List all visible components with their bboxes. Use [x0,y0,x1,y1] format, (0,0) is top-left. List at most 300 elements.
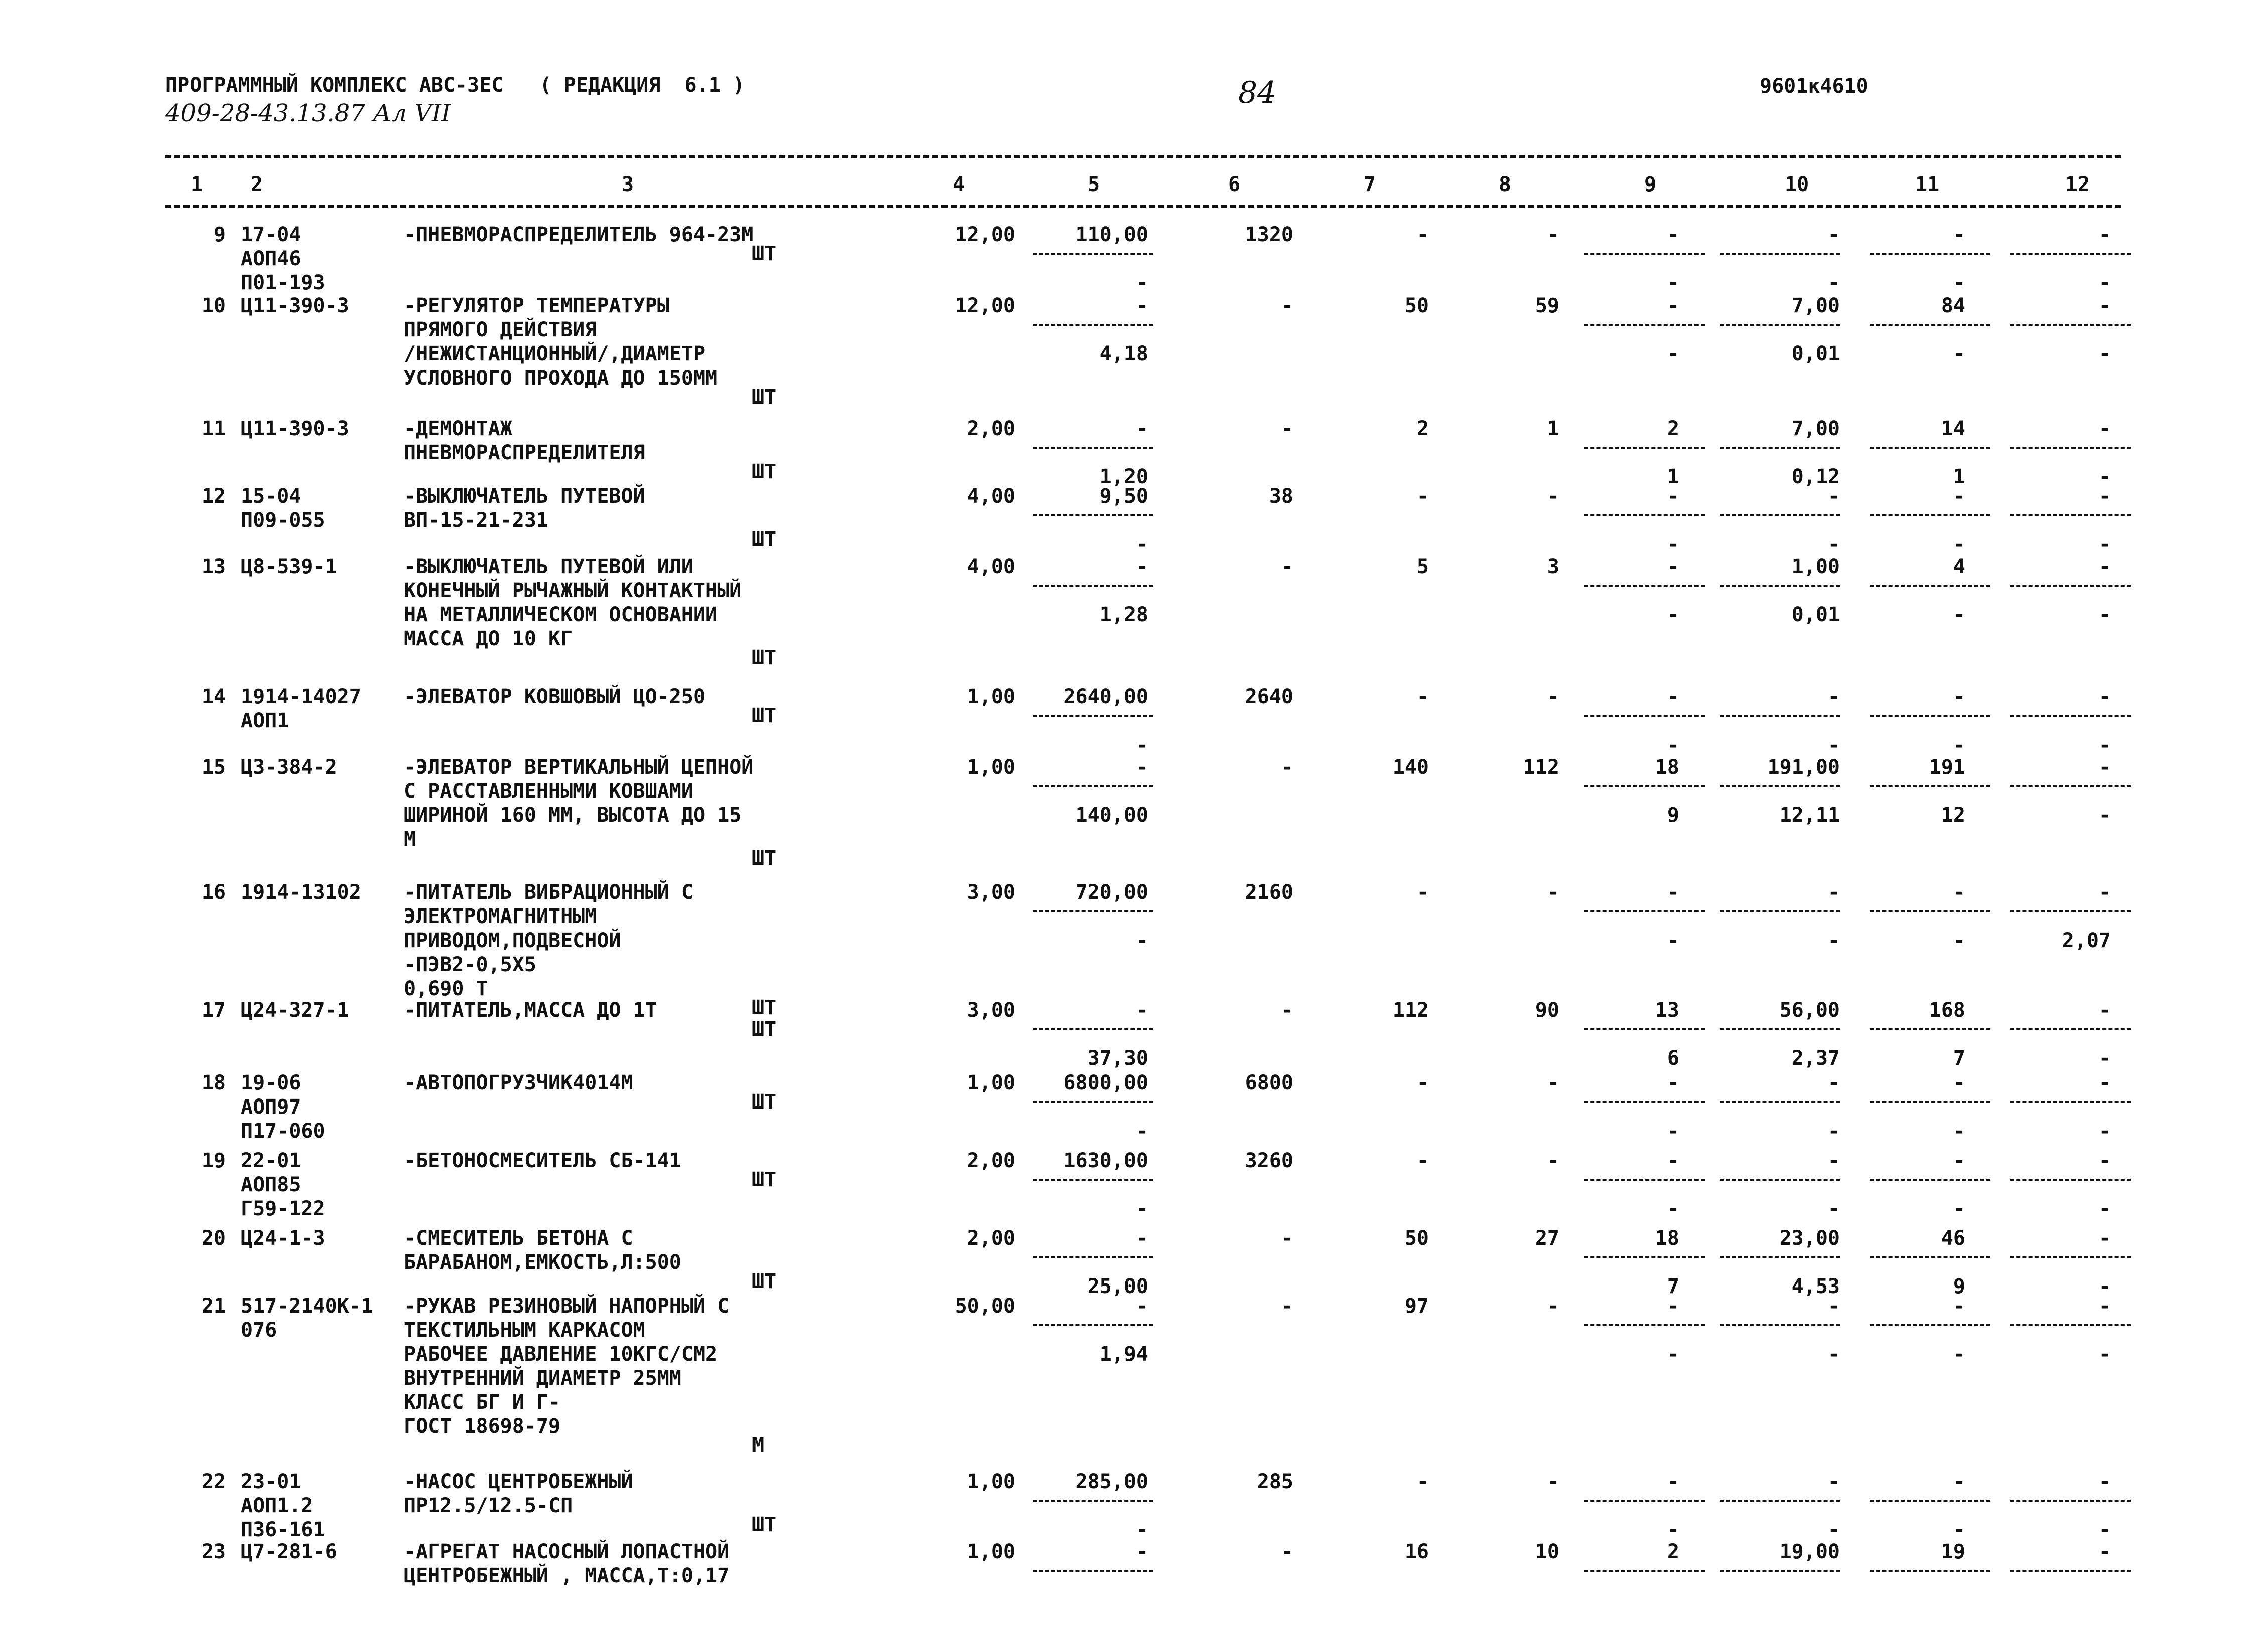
col11-bottom: 12 [1941,804,1965,827]
col-divider [1584,1324,1705,1326]
row-number: 18 [201,1071,226,1094]
col-divider [1720,1179,1840,1181]
col-divider [2010,785,2131,787]
col6: - [1281,555,1293,578]
position-code-2: АОП85 [241,1173,301,1196]
col5-bottom: - [1136,1120,1148,1143]
col10-top: - [1827,1470,1840,1493]
col11-top: - [1953,881,1965,904]
row-number: 10 [201,294,226,317]
col11-bottom: - [1953,342,1965,365]
col-divider [1584,447,1705,449]
col12-top: - [2098,685,2111,708]
position-code-2: АОП97 [241,1095,301,1119]
quantity: 4,00 [967,485,1015,508]
position-code: Ц11-390-3 [241,417,349,440]
col11-top: 84 [1941,294,1965,317]
col6: 2160 [1245,881,1293,904]
col-divider [1584,324,1705,326]
item-description: -ПИТАТЕЛЬ ВИБРАЦИОННЫЙ С [404,881,693,904]
col7: - [1416,881,1429,904]
col5-bottom: 140,00 [1075,804,1148,827]
col12-bottom: - [2098,804,2111,827]
row-number: 20 [201,1227,226,1250]
header-rule-bottom [165,205,2121,208]
col5-divider [1033,1256,1153,1258]
col11-top: - [1953,1071,1965,1094]
col11-top: 14 [1941,417,1965,440]
col12-top: - [2098,1227,2111,1250]
position-code: 19-06 [241,1071,301,1094]
col11-bottom: - [1953,603,1965,626]
col10-top: - [1827,1071,1840,1094]
column-header: 11 [1915,173,1940,196]
column-header: 5 [1088,173,1100,196]
col11-bottom: - [1953,271,1965,294]
column-header: 6 [1228,173,1241,196]
col8: - [1547,1071,1559,1094]
item-description: -ЭЛЕВАТОР ВЕРТИКАЛЬНЫЙ ЦЕПНОЙ [404,756,754,779]
row-number: 23 [201,1540,226,1563]
col7: - [1416,1149,1429,1172]
unit-of-measure: ШТ [752,847,777,870]
col-divider [1584,1028,1705,1030]
col8: - [1547,1295,1559,1318]
col9-top: - [1667,1470,1679,1493]
col10-top: - [1827,485,1840,508]
col-divider [1720,1500,1840,1502]
col7: 97 [1404,1295,1429,1318]
col9-top: 18 [1655,1227,1679,1250]
col-divider [1870,1570,1990,1572]
col11-bottom: 1 [1953,465,1965,488]
column-header: 2 [251,173,263,196]
col5-bottom: - [1136,533,1148,556]
col-divider [1870,585,1990,587]
col5-top: - [1136,417,1148,440]
column-header: 12 [2065,173,2090,196]
item-description: МАССА ДО 10 КГ [404,627,573,650]
col5-top: 6800,00 [1063,1071,1148,1094]
col11-top: 19 [1941,1540,1965,1563]
col-divider [1870,1500,1990,1502]
col5-divider [1033,447,1153,449]
col9-top: - [1667,294,1679,317]
quantity: 12,00 [955,223,1015,246]
col9-bottom: 7 [1667,1275,1679,1298]
col5-top: 110,00 [1075,223,1148,246]
unit-of-measure: ШТ [752,1018,777,1041]
col12-bottom: - [2098,342,2111,365]
col8: 3 [1547,555,1559,578]
column-header: 1 [191,173,203,196]
col10-top: 1,00 [1791,555,1840,578]
col10-top: 56,00 [1779,999,1840,1022]
col12-top: - [2098,1071,2111,1094]
col11-bottom: - [1953,929,1965,952]
col12-bottom: - [2098,271,2111,294]
col5-divider [1033,785,1153,787]
col6: - [1281,1540,1293,1563]
position-code: Ц7-281-6 [241,1540,337,1563]
column-header: 3 [622,173,634,196]
col-divider [2010,253,2131,255]
col-divider [1720,1324,1840,1326]
col5-top: 720,00 [1075,881,1148,904]
col-divider [1870,1101,1990,1103]
col6: - [1281,999,1293,1022]
item-description: ПРИВОДОМ,ПОДВЕСНОЙ [404,929,621,952]
col-divider [2010,447,2131,449]
item-description: ТЕКСТИЛЬНЫМ КАРКАСОМ [404,1319,645,1342]
col12-bottom: - [2098,465,2111,488]
col11-top: - [1953,1470,1965,1493]
item-description: -ЭЛЕВАТОР КОВШОВЫЙ ЦО-250 [404,685,706,708]
col5-top: - [1136,1295,1148,1318]
item-description: ПНЕВМОРАСПРЕДЕЛИТЕЛЯ [404,441,645,464]
col-divider [1870,324,1990,326]
col9-bottom: 1 [1667,465,1679,488]
col5-divider [1033,1028,1153,1030]
position-code-2: П09-055 [241,509,325,532]
position-code-3: Г59-122 [241,1197,325,1220]
col11-top: - [1953,223,1965,246]
item-description: -БЕТОНОСМЕСИТЕЛЬ СБ-141 [404,1149,681,1172]
col6: - [1281,417,1293,440]
col6: 38 [1269,485,1293,508]
col9-top: - [1667,1295,1679,1318]
position-code: 17-04 [241,223,301,246]
position-code: 1914-14027 [241,685,361,708]
col5-top: - [1136,1540,1148,1563]
position-code: Ц3-384-2 [241,756,337,779]
col12-top: - [2098,999,2111,1022]
col-divider [1720,324,1840,326]
item-description: М [404,828,416,851]
col9-bottom: - [1667,733,1679,757]
col8: 112 [1523,756,1559,779]
unit-of-measure: ШТ [752,996,777,1019]
item-description: ЭЛЕКТРОМАГНИТНЫМ [404,905,597,928]
col-divider [1584,910,1705,912]
position-code-2: АОП1.2 [241,1494,313,1517]
position-code-2: АОП46 [241,247,301,270]
col5-top: - [1136,1227,1148,1250]
col10-top: 7,00 [1791,294,1840,317]
quantity: 2,00 [967,417,1015,440]
col11-top: - [1953,1149,1965,1172]
col5-divider [1033,585,1153,587]
column-header: 9 [1644,173,1657,196]
col-divider [1584,785,1705,787]
col-divider [2010,1179,2131,1181]
col12-top: - [2098,485,2111,508]
position-code: 1914-13102 [241,881,361,904]
col9-top: - [1667,881,1679,904]
col10-bottom: - [1827,1120,1840,1143]
col7: 50 [1404,294,1429,317]
col12-top: - [2098,1470,2111,1493]
col10-top: 7,00 [1791,417,1840,440]
col-divider [1584,1256,1705,1258]
row-number: 12 [201,485,226,508]
col9-bottom: - [1667,1518,1679,1541]
col-divider [1870,715,1990,717]
col5-top: 1630,00 [1063,1149,1148,1172]
item-description: -ВЫКЛЮЧАТЕЛЬ ПУТЕВОЙ [404,485,645,508]
col5-divider [1033,324,1153,326]
col12-bottom: - [2098,1047,2111,1070]
col-divider [2010,514,2131,516]
col9-top: 18 [1655,756,1679,779]
col11-bottom: - [1953,533,1965,556]
col10-bottom: 0,01 [1791,342,1840,365]
col-divider [2010,324,2131,326]
col10-top: - [1827,1295,1840,1318]
col5-top: - [1136,555,1148,578]
col6: 1320 [1245,223,1293,246]
column-header: 10 [1785,173,1809,196]
quantity: 1,00 [967,756,1015,779]
col10-bottom: - [1827,1197,1840,1220]
row-number: 21 [201,1295,226,1318]
col10-bottom: 4,53 [1791,1275,1840,1298]
item-description: -НАСОС ЦЕНТРОБЕЖНЫЙ [404,1470,633,1493]
col7: - [1416,223,1429,246]
col12-top: - [2098,1540,2111,1563]
row-number: 15 [201,756,226,779]
col12-bottom: - [2098,1343,2111,1366]
col10-bottom: 0,01 [1791,603,1840,626]
quantity: 2,00 [967,1149,1015,1172]
col5-divider [1033,1500,1153,1502]
col11-bottom: 7 [1953,1047,1965,1070]
col6: - [1281,756,1293,779]
col-divider [2010,1028,2131,1030]
col10-bottom: 2,37 [1791,1047,1840,1070]
col9-bottom: 9 [1667,804,1679,827]
col8: 10 [1535,1540,1559,1563]
unit-of-measure: ШТ [752,1090,777,1114]
item-description: УСЛОВНОГО ПРОХОДА ДО 150ММ [404,366,718,390]
col11-bottom: - [1953,1343,1965,1366]
row-number: 11 [201,417,226,440]
col5-divider [1033,1101,1153,1103]
col6: - [1281,1227,1293,1250]
position-code: Ц24-327-1 [241,999,349,1022]
col10-bottom: - [1827,929,1840,952]
col11-bottom: - [1953,733,1965,757]
col7: - [1416,1470,1429,1493]
col9-top: 2 [1667,417,1679,440]
position-code-3: П36-161 [241,1518,325,1541]
col11-top: 191 [1929,756,1965,779]
col-divider [1720,447,1840,449]
quantity: 2,00 [967,1227,1015,1250]
position-code-2: АОП1 [241,709,289,732]
col-divider [1720,1256,1840,1258]
col10-top: - [1827,223,1840,246]
col-divider [1584,1179,1705,1181]
col12-top: - [2098,555,2111,578]
col11-bottom: - [1953,1120,1965,1143]
col12-bottom: - [2098,1518,2111,1541]
header-rule-top [165,155,2121,158]
col5-top: - [1136,999,1148,1022]
col-divider [1870,514,1990,516]
col-divider [1584,253,1705,255]
column-header: 7 [1364,173,1376,196]
col-divider [2010,910,2131,912]
col-divider [1720,1570,1840,1572]
col5-divider [1033,1570,1153,1572]
col5-top: - [1136,756,1148,779]
item-description: -ДЕМОНТАЖ [404,417,512,440]
col11-top: - [1953,685,1965,708]
item-description: -ВЫКЛЮЧАТЕЛЬ ПУТЕВОЙ ИЛИ [404,555,693,578]
col9-bottom: - [1667,1343,1679,1366]
unit-of-measure: ШТ [752,704,777,727]
col-divider [1720,585,1840,587]
col10-top: 191,00 [1767,756,1840,779]
quantity: 1,00 [967,1071,1015,1094]
column-header: 8 [1499,173,1512,196]
row-number: 22 [201,1470,226,1493]
item-description: КЛАСС БГ И Г- [404,1391,561,1414]
position-code: Ц11-390-3 [241,294,349,317]
col-divider [1870,447,1990,449]
unit-of-measure: М [752,1434,765,1457]
col10-bottom: - [1827,733,1840,757]
col5-top: 2640,00 [1063,685,1148,708]
col9-top: 13 [1655,999,1679,1022]
col-divider [1720,785,1840,787]
handwritten-reference: 409-28-43.13.87 Ал VII [165,99,451,127]
col5-divider [1033,1179,1153,1181]
document-code: 9601к4610 [1760,75,1868,98]
col9-bottom: 6 [1667,1047,1679,1070]
item-description: ВНУТРЕННИЙ ДИАМЕТР 25ММ [404,1367,681,1390]
col5-top: - [1136,294,1148,317]
item-description: -РУКАВ РЕЗИНОВЫЙ НАПОРНЫЙ С [404,1295,730,1318]
col5-bottom: - [1136,929,1148,952]
col-divider [1720,1028,1840,1030]
unit-of-measure: ШТ [752,1168,777,1191]
col8: 27 [1535,1227,1559,1250]
item-description: -ПЭВ2-0,5Х5 [404,953,536,976]
col9-bottom: - [1667,929,1679,952]
col7: 2 [1416,417,1429,440]
col6: 285 [1257,1470,1293,1493]
col12-bottom: - [2098,1275,2111,1298]
quantity: 50,00 [955,1295,1015,1318]
item-description: КОНЕЧНЫЙ РЫЧАЖНЫЙ КОНТАКТНЫЙ [404,579,742,602]
col6: - [1281,294,1293,317]
quantity: 1,00 [967,1470,1015,1493]
col12-bottom: 2,07 [2062,929,2111,952]
col5-divider [1033,514,1153,516]
col5-bottom: 25,00 [1087,1275,1148,1298]
item-description: -ПНЕВМОРАСПРЕДЕЛИТЕЛЬ 964-23М [404,223,754,246]
col-divider [1720,715,1840,717]
col7: 50 [1404,1227,1429,1250]
col8: - [1547,1149,1559,1172]
col12-top: - [2098,881,2111,904]
col5-bottom: - [1136,271,1148,294]
unit-of-measure: ШТ [752,1270,777,1293]
position-code: 517-2140К-1 [241,1295,373,1318]
quantity: 3,00 [967,881,1015,904]
col-divider [2010,1324,2131,1326]
col11-top: 46 [1941,1227,1965,1250]
col12-top: - [2098,756,2111,779]
col9-bottom: - [1667,342,1679,365]
col-divider [1720,910,1840,912]
col8: - [1547,223,1559,246]
row-number: 14 [201,685,226,708]
col12-bottom: - [2098,1120,2111,1143]
col6: 2640 [1245,685,1293,708]
unit-of-measure: ШТ [752,646,777,669]
col10-top: - [1827,1149,1840,1172]
position-code-3: П01-193 [241,271,325,294]
item-description: -АВТОПОГРУЗЧИК4014М [404,1071,633,1094]
col9-bottom: - [1667,533,1679,556]
item-description: ПР12.5/12.5-СП [404,1494,573,1517]
col9-bottom: - [1667,1120,1679,1143]
col12-top: - [2098,223,2111,246]
col5-bottom: 37,30 [1087,1047,1148,1070]
col5-top: 285,00 [1075,1470,1148,1493]
item-description: -ПИТАТЕЛЬ,МАССА ДО 1Т [404,999,657,1022]
col-divider [1870,1028,1990,1030]
col-divider [2010,1570,2131,1572]
col7: 112 [1392,999,1429,1022]
col-divider [2010,715,2131,717]
row-number: 19 [201,1149,226,1172]
col11-top: 4 [1953,555,1965,578]
col-divider [1870,910,1990,912]
col5-bottom: 1,28 [1099,603,1148,626]
page-number: 84 [1238,75,1277,110]
col12-bottom: - [2098,603,2111,626]
col7: 16 [1404,1540,1429,1563]
item-description: -СМЕСИТЕЛЬ БЕТОНА С [404,1227,633,1250]
col11-bottom: 9 [1953,1275,1965,1298]
col-divider [1870,253,1990,255]
col5-bottom: - [1136,1518,1148,1541]
col7: 140 [1392,756,1429,779]
col9-top: - [1667,1149,1679,1172]
unit-of-measure: ШТ [752,386,777,409]
item-description: -АГРЕГАТ НАСОСНЫЙ ЛОПАСТНОЙ [404,1540,730,1563]
col10-bottom: 0,12 [1791,465,1840,488]
col12-bottom: - [2098,533,2111,556]
col-divider [2010,1500,2131,1502]
item-description: /НЕЖИСТАНЦИОННЫЙ/,ДИАМЕТР [404,342,706,365]
col8: 59 [1535,294,1559,317]
col-divider [1870,1179,1990,1181]
col9-bottom: - [1667,603,1679,626]
position-code: Ц8-539-1 [241,555,337,578]
col10-bottom: - [1827,533,1840,556]
quantity: 12,00 [955,294,1015,317]
col7: - [1416,685,1429,708]
unit-of-measure: ШТ [752,460,777,483]
col12-top: - [2098,1295,2111,1318]
item-description: РАБОЧЕЕ ДАВЛЕНИЕ 10КГС/СМ2 [404,1343,718,1366]
col10-bottom: - [1827,271,1840,294]
